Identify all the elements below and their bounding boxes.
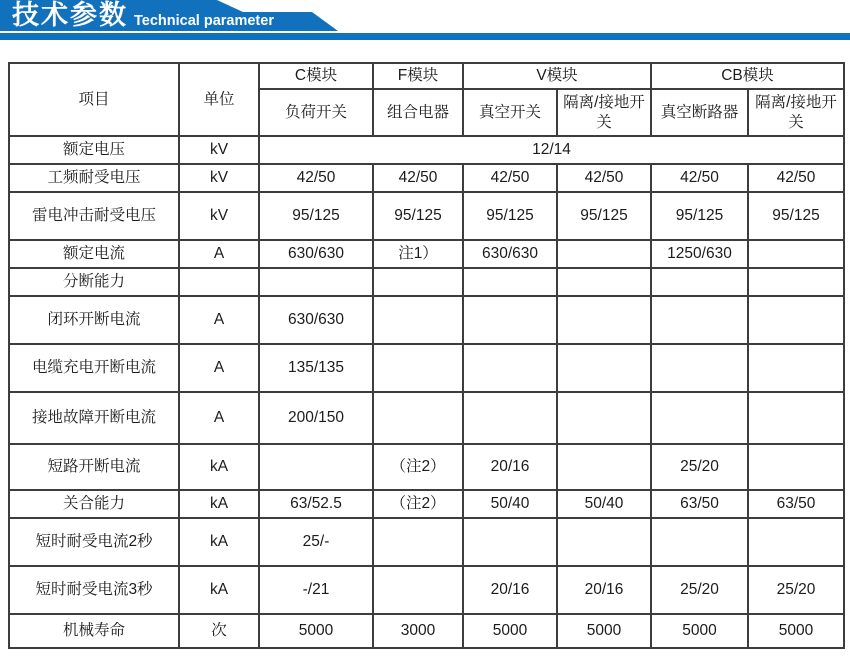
cell-value [373, 296, 463, 344]
cell-value: 25/20 [651, 566, 748, 614]
cell-value [463, 392, 557, 444]
row-label: 闭环开断电流 [9, 296, 179, 344]
cell-value [463, 268, 557, 296]
row-label: 短时耐受电流2秒 [9, 518, 179, 566]
cell-value: 42/50 [557, 164, 651, 192]
row-label: 工频耐受电压 [9, 164, 179, 192]
table-container [8, 62, 845, 649]
cell-value: 42/50 [373, 164, 463, 192]
table-row [9, 240, 844, 268]
row-unit [179, 268, 259, 296]
header-group-v: V模块 [463, 63, 651, 89]
cell-value [373, 566, 463, 614]
cell-value [651, 296, 748, 344]
banner-underline [0, 33, 850, 40]
cell-value: 95/125 [748, 192, 844, 240]
row-label: 分断能力 [9, 268, 179, 296]
cell-value [463, 344, 557, 392]
cell-value [651, 268, 748, 296]
row-unit: kV [179, 136, 259, 164]
cell-value [557, 392, 651, 444]
row-label: 短时耐受电流3秒 [9, 566, 179, 614]
cell-value [651, 344, 748, 392]
cell-value: 42/50 [463, 164, 557, 192]
cell-value [463, 296, 557, 344]
cell-value: 42/50 [651, 164, 748, 192]
header-sub-cb2: 隔离/接地开关 [748, 89, 844, 136]
row-label: 机械寿命 [9, 614, 179, 648]
cell-value [463, 518, 557, 566]
cell-value: 5000 [463, 614, 557, 648]
cell-value [557, 268, 651, 296]
row-unit: A [179, 392, 259, 444]
cell-value [748, 518, 844, 566]
header-sub-f1: 组合电器 [373, 89, 463, 136]
cell-value [557, 518, 651, 566]
cell-value [748, 392, 844, 444]
table-row [9, 566, 844, 614]
cell-value: 135/135 [259, 344, 373, 392]
cell-value: 63/50 [748, 490, 844, 518]
row-label: 雷电冲击耐受电压 [9, 192, 179, 240]
cell-value [748, 296, 844, 344]
cell-value: 42/50 [259, 164, 373, 192]
row-merged-value: 12/14 [259, 136, 844, 164]
row-label: 接地故障开断电流 [9, 392, 179, 444]
cell-value: 50/40 [463, 490, 557, 518]
cell-value: （注2） [373, 490, 463, 518]
row-unit: A [179, 240, 259, 268]
row-label: 电缆充电开断电流 [9, 344, 179, 392]
cell-value [373, 518, 463, 566]
cell-value: 95/125 [463, 192, 557, 240]
table-row [9, 614, 844, 648]
table-row [9, 344, 844, 392]
cell-value: 200/150 [259, 392, 373, 444]
cell-value: 63/50 [651, 490, 748, 518]
cell-value: 95/125 [557, 192, 651, 240]
cell-value [748, 240, 844, 268]
cell-value [557, 344, 651, 392]
row-unit: kA [179, 518, 259, 566]
banner-title-en: Technical parameter [134, 13, 274, 29]
header-group-f: F模块 [373, 63, 463, 89]
row-unit: A [179, 296, 259, 344]
cell-value: 50/40 [557, 490, 651, 518]
cell-value: 25/- [259, 518, 373, 566]
cell-value: 25/20 [748, 566, 844, 614]
row-label: 额定电流 [9, 240, 179, 268]
table-row [9, 518, 844, 566]
cell-value [373, 344, 463, 392]
cell-value: -/21 [259, 566, 373, 614]
row-label: 关合能力 [9, 490, 179, 518]
technical-parameters-table [8, 62, 845, 649]
cell-value: 630/630 [259, 240, 373, 268]
table-row [9, 192, 844, 240]
table-row [9, 490, 844, 518]
row-label: 额定电压 [9, 136, 179, 164]
header-sub-c1: 负荷开关 [259, 89, 373, 136]
cell-value: 20/16 [463, 566, 557, 614]
cell-value: 63/52.5 [259, 490, 373, 518]
row-unit: kA [179, 490, 259, 518]
cell-value: 42/50 [748, 164, 844, 192]
cell-value [373, 268, 463, 296]
cell-value [259, 268, 373, 296]
cell-value: 3000 [373, 614, 463, 648]
cell-value: 1250/630 [651, 240, 748, 268]
row-unit: A [179, 344, 259, 392]
row-label: 短路开断电流 [9, 444, 179, 490]
cell-value: 注1） [373, 240, 463, 268]
cell-value [557, 444, 651, 490]
cell-value [748, 444, 844, 490]
cell-value [259, 444, 373, 490]
cell-value: 5000 [748, 614, 844, 648]
cell-value: 95/125 [259, 192, 373, 240]
cell-value: 630/630 [463, 240, 557, 268]
row-unit: kV [179, 164, 259, 192]
cell-value: 5000 [651, 614, 748, 648]
header-group-cb: CB模块 [651, 63, 844, 89]
cell-value [748, 268, 844, 296]
cell-value: 5000 [557, 614, 651, 648]
cell-value [557, 240, 651, 268]
row-unit: 次 [179, 614, 259, 648]
cell-value: 95/125 [651, 192, 748, 240]
cell-value: 25/20 [651, 444, 748, 490]
table-row [9, 268, 844, 296]
table-row [9, 136, 844, 164]
section-banner [0, 0, 850, 44]
header-sub-cb1: 真空断路器 [651, 89, 748, 136]
header-item: 项目 [9, 63, 179, 136]
header-unit: 单位 [179, 63, 259, 136]
cell-value: 630/630 [259, 296, 373, 344]
table-row [9, 392, 844, 444]
row-unit: kA [179, 444, 259, 490]
banner-title-zh: 技术参数 [12, 0, 128, 30]
cell-value [651, 518, 748, 566]
cell-value: 5000 [259, 614, 373, 648]
cell-value: （注2） [373, 444, 463, 490]
cell-value [748, 344, 844, 392]
cell-value: 95/125 [373, 192, 463, 240]
cell-value: 20/16 [557, 566, 651, 614]
cell-value: 20/16 [463, 444, 557, 490]
cell-value [651, 392, 748, 444]
cell-value [557, 296, 651, 344]
row-unit: kA [179, 566, 259, 614]
table-row [9, 296, 844, 344]
header-group-row [9, 63, 844, 89]
table-row [9, 164, 844, 192]
row-unit: kV [179, 192, 259, 240]
header-sub-v2: 隔离/接地开关 [557, 89, 651, 136]
cell-value [373, 392, 463, 444]
table-row [9, 444, 844, 490]
header-sub-v1: 真空开关 [463, 89, 557, 136]
header-group-c: C模块 [259, 63, 373, 89]
